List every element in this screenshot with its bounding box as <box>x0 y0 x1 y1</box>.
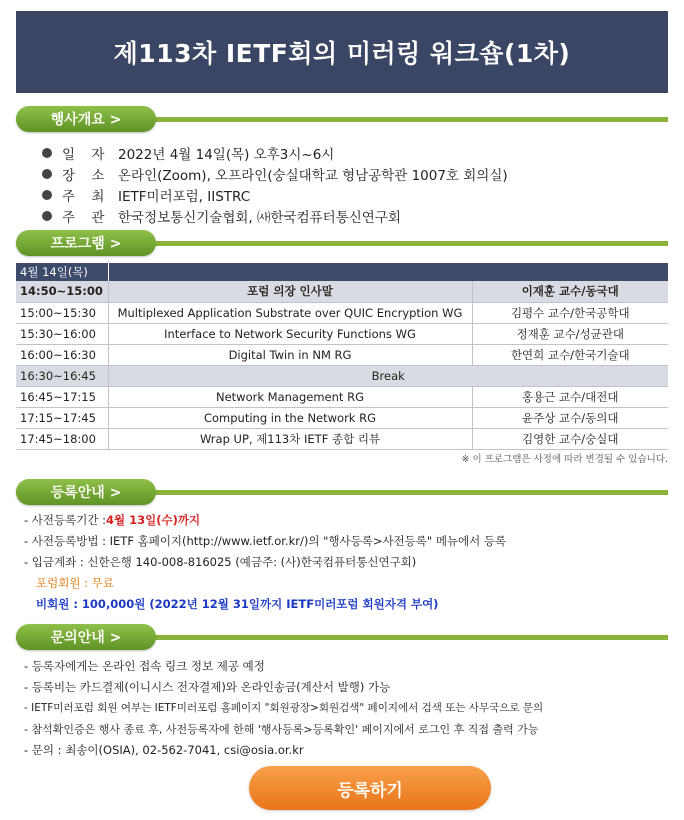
break-label: Break <box>108 365 668 386</box>
program-time: 16:45~17:15 <box>16 386 108 407</box>
break-row <box>16 365 668 386</box>
overview-value: 한국정보통신기술협회, ㈔한국컴퓨터통신연구회 <box>118 209 401 226</box>
program-time: 16:00~16:30 <box>16 344 108 365</box>
program-chair: 김영한 교수/숭실대 <box>472 428 668 449</box>
program-topic: Digital Twin in NM RG <box>108 344 472 365</box>
list-item <box>24 572 506 593</box>
program-topic: 포럼 의장 인사말 <box>108 281 472 302</box>
list-item <box>24 551 506 572</box>
overview-host <box>42 184 508 205</box>
program-chair: 김평수 교수/한국공학대 <box>472 302 668 323</box>
program-time: 15:00~15:30 <box>16 302 108 323</box>
overview-key: 일 자 <box>62 146 111 163</box>
list-item <box>24 718 543 739</box>
program-date-row <box>16 263 668 281</box>
program-time: 17:15~17:45 <box>16 407 108 428</box>
page-title: 제113차 IETF회의 미러링 워크숍(1차) <box>16 11 668 93</box>
bullet-icon <box>42 148 52 158</box>
inquiry-text: - IETF미러포럼 회원 여부는 IETF미러포럼 홈페이지 "회원광장>회원검색" 페이지에서 검색 또는 사무국으로 문의 <box>24 702 544 714</box>
program-date: 4월 14일(목) <box>16 263 108 281</box>
program-topic: Computing in the Network RG <box>108 407 472 428</box>
nonmember-fee: 비회원 : 100,000원 (2022년 12월 31일까지 IETF미러포럼 회원자격 부여) <box>36 596 439 611</box>
table-row <box>16 386 668 407</box>
section-overview-label: 행사개요 > <box>16 106 156 132</box>
overview-value: 2022년 4월 14일(목) 오후3시~6시 <box>118 146 335 163</box>
program-note: ※ 이 프로그램은 사정에 따라 변경될 수 있습니다. <box>461 454 668 465</box>
list-item <box>24 676 543 697</box>
table-row <box>16 323 668 344</box>
overview-value: IETF미러포럼, IISTRC <box>118 188 251 205</box>
inquiry-text: - 참석확인증은 행사 종료 후, 사전등록자에 한해 '행사등록>등록확인' 페이지에서 로그인 후 직접 출력 가능 <box>24 722 539 736</box>
list-item <box>24 655 543 676</box>
program-topic: Interface to Network Security Functions WG <box>108 323 472 344</box>
registration-account: - 입금계좌 : 신한은행 140-008-816025 (예금주: (사)한국컴퓨터통신연구회) <box>24 554 417 569</box>
list-item <box>24 530 506 551</box>
program-topic: Wrap UP, 제113차 IETF 종합 리뷰 <box>108 428 472 449</box>
program-time: 17:45~18:00 <box>16 428 108 449</box>
inquiry-text: - 등록비는 카드결제(이니시스 전자결제)와 온라인송금(계산서 발행) 가능 <box>24 679 391 694</box>
table-row <box>16 281 668 302</box>
register-button[interactable]: 등록하기 <box>249 766 491 810</box>
program-topic: Network Management RG <box>108 386 472 407</box>
list-item <box>24 697 543 718</box>
table-row <box>16 428 668 449</box>
table-row <box>16 302 668 323</box>
list-item <box>24 509 506 530</box>
registration-method: - 사전등록방법 : IETF 홈페이지(http://www.ietf.or.kr/)의 "행사등록>사전등록" 메뉴에서 등록 <box>24 533 507 548</box>
program-chair: 한연희 교수/한국기술대 <box>472 344 668 365</box>
overview-key: 장 소 <box>62 167 111 184</box>
section-registration-label: 등록안내 > <box>16 479 156 505</box>
section-program-label: 프로그램 > <box>16 230 156 256</box>
program-time: 14:50~15:00 <box>16 281 108 302</box>
section-registration-header <box>16 479 668 505</box>
member-fee: 포럼회원 : 무료 <box>36 575 114 590</box>
inquiry-text: - 문의 : 최송이(OSIA), 02-562-7041, csi@osia.or.kr <box>24 742 304 757</box>
bullet-icon <box>42 211 52 221</box>
bullet-icon <box>42 169 52 179</box>
overview-list <box>42 142 508 226</box>
program-time: 15:30~16:00 <box>16 323 108 344</box>
program-chair: 이재훈 교수/동국대 <box>472 281 668 302</box>
table-row <box>16 407 668 428</box>
overview-value: 온라인(Zoom), 오프라인(숭실대학교 형남공학관 1007호 회의실) <box>118 167 508 184</box>
bullet-icon <box>42 190 52 200</box>
program-chair: 정재훈 교수/성균관대 <box>472 323 668 344</box>
section-program-header <box>16 230 668 256</box>
program-topic: Multiplexed Application Substrate over QUIC Encryption WG <box>108 302 472 323</box>
inquiry-text: - 등록자에게는 온라인 접속 링크 정보 제공 예정 <box>24 658 265 673</box>
overview-date <box>42 142 508 163</box>
list-item <box>24 739 543 760</box>
overview-organizer <box>42 205 508 226</box>
section-inquiry-label: 문의안내 > <box>16 624 156 650</box>
overview-venue <box>42 163 508 184</box>
list-item <box>24 593 506 614</box>
section-overview-header <box>16 106 668 132</box>
inquiry-list <box>24 655 543 760</box>
program-chair: 홍용근 교수/대전대 <box>472 386 668 407</box>
overview-key: 주 관 <box>62 209 111 226</box>
overview-key: 주 최 <box>62 188 111 205</box>
program-time: 16:30~16:45 <box>16 365 108 386</box>
registration-period-value: 4월 13일(수)까지 <box>106 512 201 527</box>
program-chair: 윤주상 교수/동의대 <box>472 407 668 428</box>
registration-period-label: - 사전등록기간 : <box>24 512 106 527</box>
program-table <box>16 263 668 450</box>
table-row <box>16 344 668 365</box>
registration-list <box>24 509 506 614</box>
section-inquiry-header <box>16 624 668 650</box>
